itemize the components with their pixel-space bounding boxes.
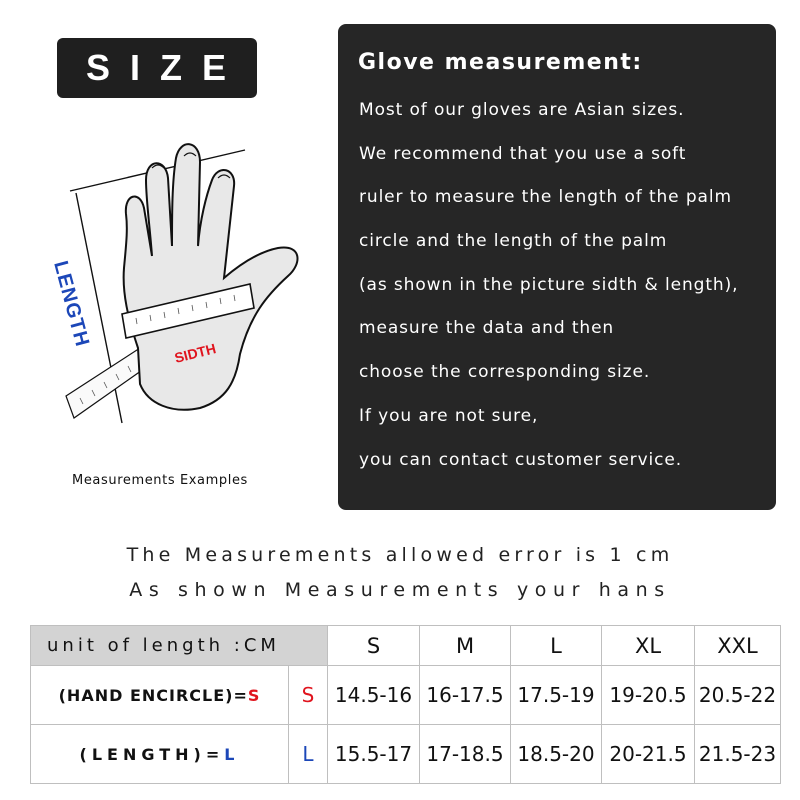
error-note: The Measurements allowed error is 1 cm: [126, 544, 674, 566]
size-header: XL: [602, 626, 695, 666]
row-code: S: [289, 666, 328, 725]
row-label-hand-encircle: (HAND ENCIRCLE)=S: [31, 666, 289, 725]
table-cell: 16-17.5: [420, 666, 511, 725]
table-cell: 17.5-19: [511, 666, 602, 725]
table-cell: 14.5-16: [328, 666, 420, 725]
table-cell: 20.5-22: [695, 666, 781, 725]
instruction-line: choose the corresponding size.: [359, 362, 651, 383]
row-code: L: [289, 725, 328, 784]
table-cell: 17-18.5: [420, 725, 511, 784]
table-cell: 18.5-20: [511, 725, 602, 784]
size-header: S: [328, 626, 420, 666]
hand-outline: [124, 144, 298, 410]
illustration-caption: Measurements Examples: [72, 473, 248, 488]
unit-header: unit of length :CM: [31, 626, 328, 666]
size-badge: SIZE: [57, 38, 257, 98]
panel-instructions: [358, 89, 776, 482]
size-chart-table: [30, 625, 781, 784]
table-cell: 15.5-17: [328, 725, 420, 784]
instruction-line: measure the data and then: [359, 318, 615, 339]
table-cell: 20-21.5: [602, 725, 695, 784]
tape-measure: [66, 348, 148, 418]
sidth-label: SIDTH: [172, 340, 218, 366]
size-header: XXL: [695, 626, 781, 666]
table-row: [31, 666, 781, 725]
length-label: LENGTH: [49, 258, 94, 350]
table-row: [31, 725, 781, 784]
row-label-length: (LENGTH)=L: [31, 725, 289, 784]
hand-measurement-illustration: [40, 128, 330, 458]
measurement-note: As shown Measurements your hans: [129, 579, 671, 601]
size-header: M: [420, 626, 511, 666]
table-cell: 19-20.5: [602, 666, 695, 725]
glove-measurement-panel: [338, 24, 776, 510]
instruction-line: circle and the length of the palm: [359, 231, 668, 252]
hand-illustration: [40, 128, 330, 458]
instruction-line: Most of our gloves are Asian sizes.: [359, 100, 685, 120]
panel-title: Glove measurement:: [358, 50, 643, 75]
instruction-line: (as shown in the picture sidth & length),: [359, 274, 739, 295]
table-cell: 21.5-23: [695, 725, 781, 784]
size-header: L: [511, 626, 602, 666]
instruction-line: If you are not sure,: [359, 405, 539, 426]
table-header-row: [31, 626, 781, 666]
instruction-line: ruler to measure the length of the palm: [359, 187, 732, 208]
instruction-line: We recommend that you use a soft: [359, 143, 687, 164]
instruction-line: you can contact customer service.: [359, 449, 683, 470]
